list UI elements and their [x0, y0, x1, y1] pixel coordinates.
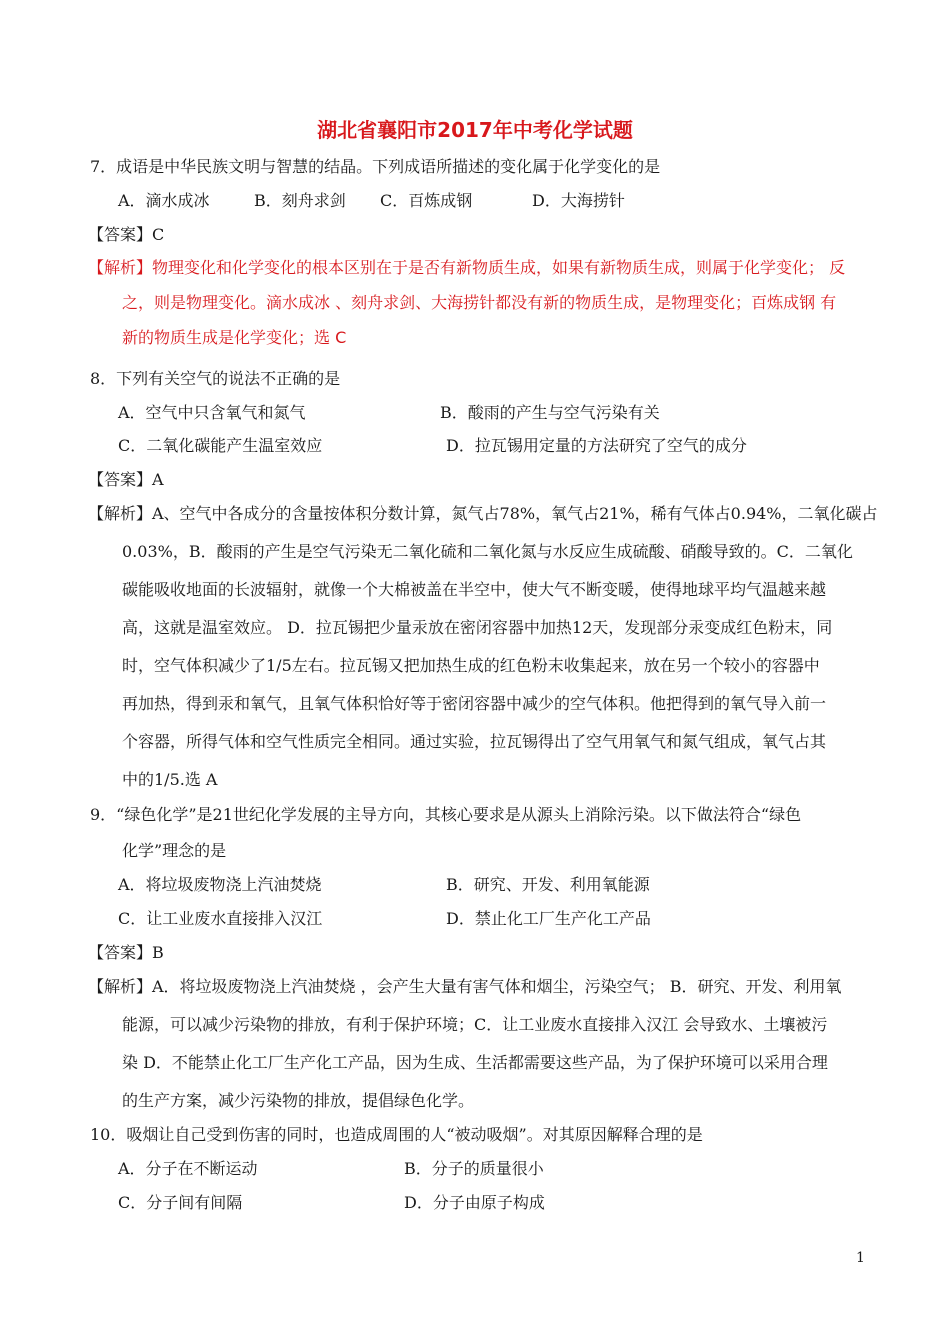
- q9-answer: 【答案】B: [88, 943, 164, 962]
- q8-analysis-line: 再加热，得到汞和氧气，且氧气体积恰好等于密闭容器中减少的空气体积。他把得到的氧气导入前一: [122, 694, 827, 713]
- q8-analysis-line: 0.03%，B．酸雨的产生是空气污染无二氧化硫和二氧化氮与水反应生成硫酸、硝酸导致的。C．二氧化: [122, 542, 853, 561]
- q10-option-b: B．分子的质量很小: [404, 1159, 544, 1178]
- q7-option-a: A．滴水成冰: [118, 191, 210, 210]
- q7-analysis-line: 之，则是物理变化。滴水成冰 、刻舟求剑、大海捞针都没有新的物质生成，是物理变化；百炼成钢 有: [122, 293, 837, 312]
- q8-analysis-line: 中的1/5.选 A: [122, 770, 218, 789]
- page-title: 湖北省襄阳市2017年中考化学试题: [317, 118, 633, 142]
- q9-analysis-line: 染 D．不能禁止化工厂生产化工产品，因为生成、生活都需要这些产品，为了保护环境可以采用合理: [122, 1053, 828, 1072]
- q8-analysis-line: 个容器，所得气体和空气性质完全相同。通过实验，拉瓦锡得出了空气用氧气和氮气组成，氧气占其: [122, 732, 827, 751]
- q8-option-a: A．空气中只含氧气和氮气: [118, 403, 306, 422]
- q8-answer: 【答案】A: [88, 470, 164, 489]
- q8-analysis-line: 【解析】A、空气中各成分的含量按体积分数计算，氮气占78%，氧气占21%，稀有气体占0.94%，二氧化碳占: [88, 504, 878, 523]
- question-8-stem: 8．下列有关空气的说法不正确的是: [90, 369, 341, 388]
- q8-analysis-line: 碳能吸收地面的长波辐射，就像一个大棉被盖在半空中，使大气不断变暖，使得地球平均气温越来越: [122, 580, 827, 599]
- q9-analysis-line: 【解析】A．将垃圾废物浇上汽油焚烧 ，会产生大量有害气体和烟尘，污染空气； B．研究、开发、利用氧: [88, 977, 842, 996]
- q9-option-a: A．将垃圾废物浇上汽油焚烧: [118, 875, 322, 894]
- q7-option-c: C．百炼成钢: [380, 191, 473, 210]
- q9-option-d: D．禁止化工厂生产化工产品: [446, 909, 651, 928]
- q9-analysis-line: 能源，可以减少污染物的排放，有利于保护环境；C．让工业废水直接排入汉江 会导致水、土壤被污: [122, 1015, 828, 1034]
- q8-option-c: C．二氧化碳能产生温室效应: [118, 436, 323, 455]
- q9-analysis-line: 的生产方案，减少污染物的排放，提倡绿色化学。: [122, 1091, 475, 1110]
- q9-option-b: B．研究、开发、利用氧能源: [446, 875, 650, 894]
- q8-analysis-line: 时，空气体积减少了1/5左右。拉瓦锡又把加热生成的红色粉末收集起来，放在另一个较小的容器中: [122, 656, 820, 675]
- question-10-stem: 10．吸烟让自己受到伤害的同时，也造成周围的人“被动吸烟”。对其原因解释合理的是: [90, 1125, 703, 1144]
- q10-option-a: A．分子在不断运动: [118, 1159, 258, 1178]
- q10-option-d: D．分子由原子构成: [404, 1193, 545, 1212]
- q7-option-d: D．大海捞针: [532, 191, 625, 210]
- q8-option-d: D．拉瓦锡用定量的方法研究了空气的成分: [446, 436, 747, 455]
- q7-analysis-line: 新的物质生成是化学变化；选 C: [122, 328, 347, 347]
- q8-analysis-line: 高，这就是温室效应。 D．拉瓦锡把少量汞放在密闭容器中加热12天，发现部分汞变成红色粉末，同: [122, 618, 833, 637]
- question-9-stem: 9．“绿色化学”是21世纪化学发展的主导方向，其核心要求是从源头上消除污染。以下做法符合“绿色: [90, 805, 802, 824]
- question-7-stem: 7．成语是中华民族文明与智慧的结晶。下列成语所描述的变化属于化学变化的是: [90, 157, 661, 176]
- q8-option-b: B．酸雨的产生与空气污染有关: [440, 403, 660, 422]
- q7-option-b: B．刻舟求剑: [254, 191, 346, 210]
- page-number: 1: [856, 1250, 865, 1266]
- q9-option-c: C．让工业废水直接排入汉江: [118, 909, 323, 928]
- q7-answer: 【答案】C: [88, 225, 165, 244]
- q7-analysis-line: 【解析】物理变化和化学变化的根本区别在于是否有新物质生成，如果有新物质生成，则属于化学变化； 反: [88, 258, 846, 277]
- q10-option-c: C．分子间有间隔: [118, 1193, 243, 1212]
- question-9-stem: 化学”理念的是: [122, 841, 227, 860]
